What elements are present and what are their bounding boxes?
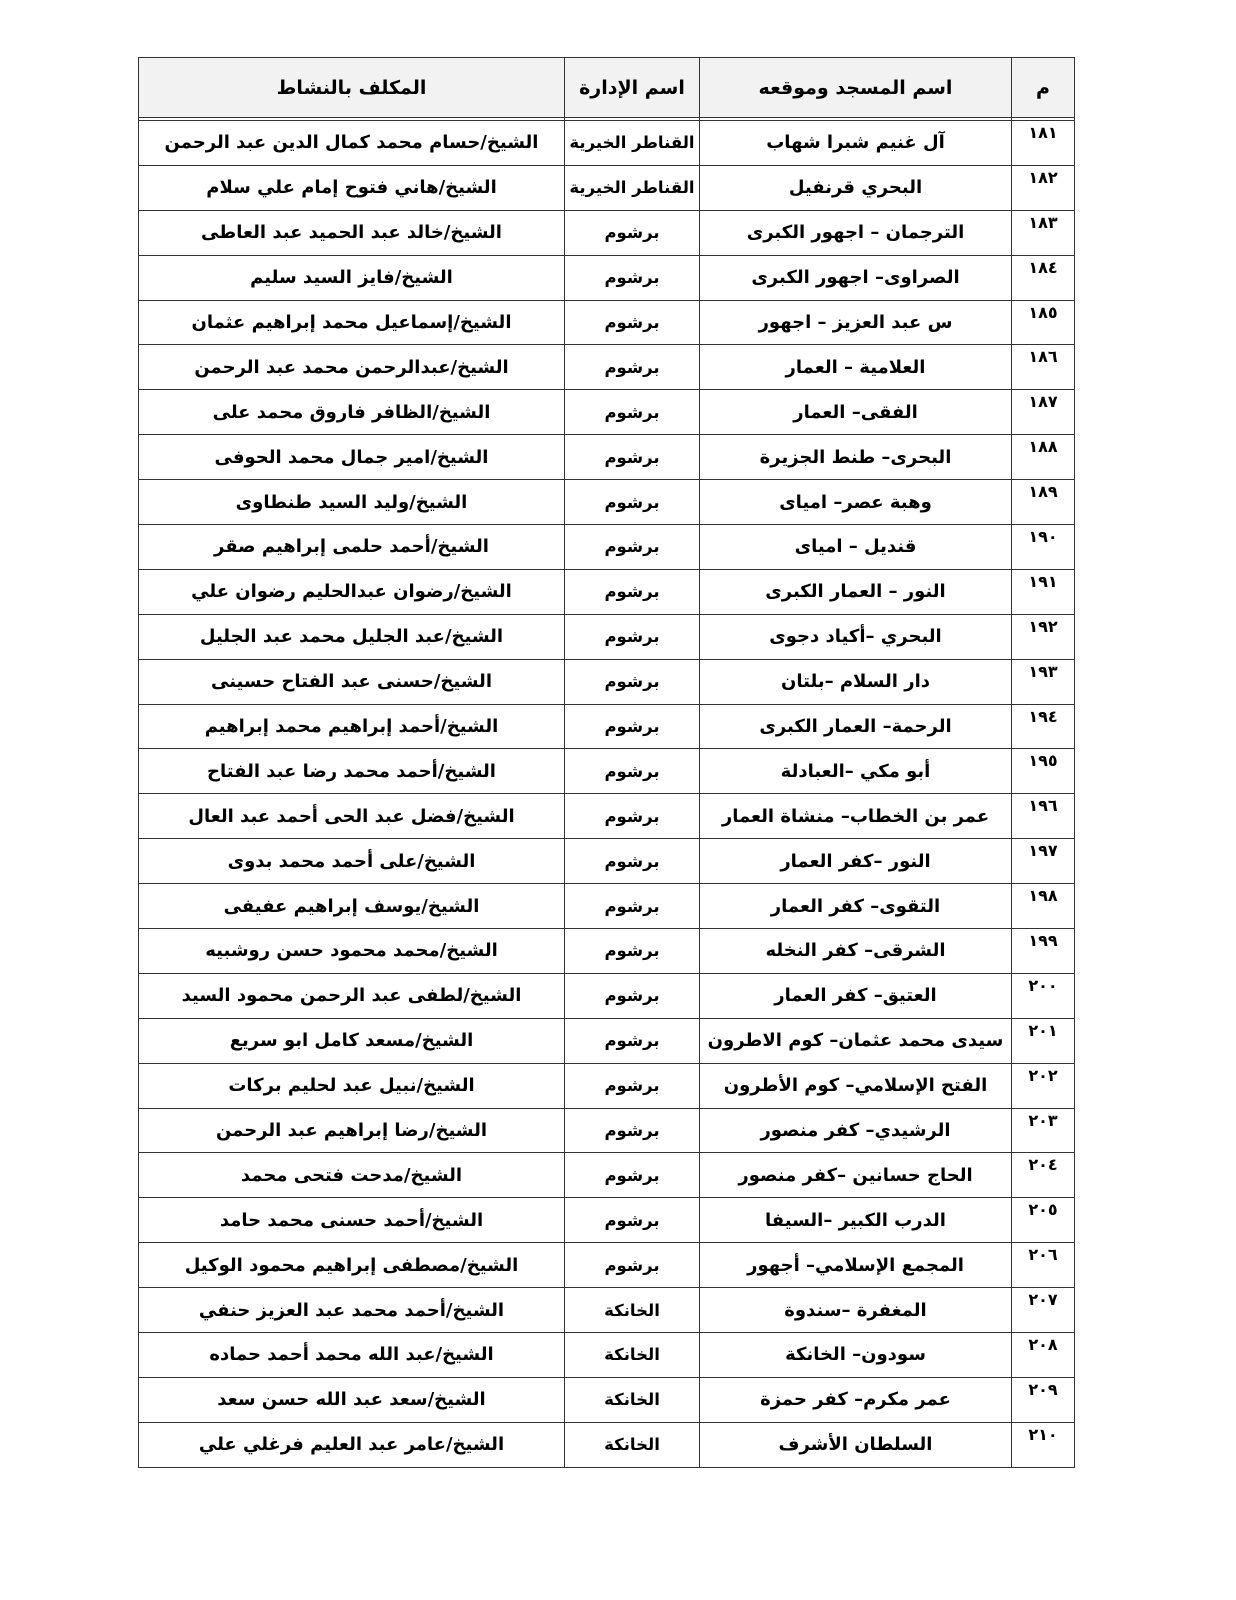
- table-row: [139, 794, 1075, 839]
- administration-cell: القناطر الخيرية: [565, 121, 700, 166]
- mosque-name-cell: س عبد العزيز – اجهور: [700, 300, 1012, 345]
- responsible-person-cell: الشيخ/عبد الله محمد أحمد حماده: [139, 1333, 565, 1378]
- mosque-assignments-table: [138, 57, 1075, 1468]
- administration-cell: برشوم: [565, 1198, 700, 1243]
- mosque-name-cell: العتيق– كفر العمار: [700, 973, 1012, 1018]
- row-number: ٢٠١: [1012, 1018, 1075, 1063]
- mosque-name-cell: سيدى محمد عثمان– كوم الاطرون: [700, 1018, 1012, 1063]
- table-row: [139, 929, 1075, 974]
- administration-cell: برشوم: [565, 255, 700, 300]
- header-mosque: اسم المسجد وموقعه: [700, 58, 1012, 118]
- table-row: [139, 1333, 1075, 1378]
- mosque-name-cell: المغفرة –سندوة: [700, 1288, 1012, 1333]
- row-number: ٢٠٣: [1012, 1108, 1075, 1153]
- mosque-name-cell: الفتح الإسلامي– كوم الأطرون: [700, 1063, 1012, 1108]
- responsible-person-cell: الشيخ/عامر عبد العليم فرغلي علي: [139, 1422, 565, 1467]
- row-number: ٢٠٩: [1012, 1377, 1075, 1422]
- administration-cell: الخانكة: [565, 1422, 700, 1467]
- administration-cell: برشوم: [565, 210, 700, 255]
- administration-cell: برشوم: [565, 1108, 700, 1153]
- row-number: ٢٠٥: [1012, 1198, 1075, 1243]
- row-number: ١٩٨: [1012, 884, 1075, 929]
- administration-cell: برشوم: [565, 525, 700, 570]
- responsible-person-cell: الشيخ/حسنى عبد الفتاح حسينى: [139, 659, 565, 704]
- administration-cell: برشوم: [565, 569, 700, 614]
- mosque-name-cell: الفقى– العمار: [700, 390, 1012, 435]
- row-number: ٢٠٤: [1012, 1153, 1075, 1198]
- table-row: [139, 1108, 1075, 1153]
- table-row: [139, 884, 1075, 929]
- row-number: ٢١٠: [1012, 1422, 1075, 1467]
- mosque-name-cell: الدرب الكبير –السيفا: [700, 1198, 1012, 1243]
- mosque-name-cell: العلامية – العمار: [700, 345, 1012, 390]
- table-row: [139, 839, 1075, 884]
- mosque-name-cell: الصراوى– اجهور الكبرى: [700, 255, 1012, 300]
- administration-cell: برشوم: [565, 1063, 700, 1108]
- row-number: ١٩٤: [1012, 704, 1075, 749]
- administration-cell: برشوم: [565, 704, 700, 749]
- administration-cell: الخانكة: [565, 1377, 700, 1422]
- responsible-person-cell: الشيخ/مصطفى إبراهيم محمود الوكيل: [139, 1243, 565, 1288]
- row-number: ٢٠٦: [1012, 1243, 1075, 1288]
- responsible-person-cell: الشيخ/امير جمال محمد الحوفى: [139, 435, 565, 480]
- administration-cell: برشوم: [565, 749, 700, 794]
- administration-cell: برشوم: [565, 390, 700, 435]
- mosque-name-cell: التقوى– كفر العمار: [700, 884, 1012, 929]
- responsible-person-cell: الشيخ/محمد محمود حسن روشبيه: [139, 929, 565, 974]
- administration-cell: برشوم: [565, 1153, 700, 1198]
- responsible-person-cell: الشيخ/الظافر فاروق محمد على: [139, 390, 565, 435]
- table-row: [139, 614, 1075, 659]
- mosque-name-cell: عمر بن الخطاب– منشاة العمار: [700, 794, 1012, 839]
- responsible-person-cell: الشيخ/يوسف إبراهيم عفيفى: [139, 884, 565, 929]
- administration-cell: برشوم: [565, 300, 700, 345]
- row-number: ١٨٦: [1012, 345, 1075, 390]
- administration-cell: برشوم: [565, 345, 700, 390]
- mosque-name-cell: قنديل – امياى: [700, 525, 1012, 570]
- row-number: ١٩٩: [1012, 929, 1075, 974]
- table-row: [139, 659, 1075, 704]
- administration-cell: برشوم: [565, 614, 700, 659]
- table-header: [139, 58, 1075, 121]
- responsible-person-cell: الشيخ/حسام محمد كمال الدين عبد الرحمن: [139, 121, 565, 166]
- mosque-name-cell: الشرقى– كفر النخله: [700, 929, 1012, 974]
- row-number: ١٩٧: [1012, 839, 1075, 884]
- table-row: [139, 973, 1075, 1018]
- header-administration: اسم الإدارة: [565, 58, 700, 118]
- table-row: [139, 435, 1075, 480]
- row-number: ٢٠٧: [1012, 1288, 1075, 1333]
- row-number: ١٨٨: [1012, 435, 1075, 480]
- row-number: ٢٠٢: [1012, 1063, 1075, 1108]
- table-row: [139, 255, 1075, 300]
- responsible-person-cell: الشيخ/فضل عبد الحى أحمد عبد العال: [139, 794, 565, 839]
- row-number: ١٩٠: [1012, 525, 1075, 570]
- row-number: ١٩٢: [1012, 614, 1075, 659]
- responsible-person-cell: الشيخ/أحمد حسنى محمد حامد: [139, 1198, 565, 1243]
- table-row: [139, 1422, 1075, 1467]
- mosque-name-cell: دار السلام –بلتان: [700, 659, 1012, 704]
- responsible-person-cell: الشيخ/وليد السيد طنطاوى: [139, 480, 565, 525]
- administration-cell: برشوم: [565, 794, 700, 839]
- row-number: ٢٠٠: [1012, 973, 1075, 1018]
- responsible-person-cell: الشيخ/إسماعيل محمد إبراهيم عثمان: [139, 300, 565, 345]
- mosque-name-cell: المجمع الإسلامي– أجهور: [700, 1243, 1012, 1288]
- table-row: [139, 345, 1075, 390]
- administration-cell: برشوم: [565, 659, 700, 704]
- row-number: ١٩٥: [1012, 749, 1075, 794]
- row-number: ١٨٣: [1012, 210, 1075, 255]
- mosque-name-cell: آل غنيم شبرا شهاب: [700, 121, 1012, 166]
- responsible-person-cell: الشيخ/خالد عبد الحميد عبد العاطى: [139, 210, 565, 255]
- table-body: [139, 121, 1075, 1468]
- responsible-person-cell: الشيخ/أحمد محمد رضا عبد الفتاح: [139, 749, 565, 794]
- header-row: [139, 58, 1075, 118]
- table-row: [139, 1063, 1075, 1108]
- mosque-name-cell: سودون– الخانكة: [700, 1333, 1012, 1378]
- responsible-person-cell: الشيخ/نبيل عبد لحليم بركات: [139, 1063, 565, 1108]
- responsible-person-cell: الشيخ/عبدالرحمن محمد عبد الرحمن: [139, 345, 565, 390]
- responsible-person-cell: الشيخ/رضا إبراهيم عبد الرحمن: [139, 1108, 565, 1153]
- administration-cell: برشوم: [565, 1018, 700, 1063]
- mosque-name-cell: أبو مكي –العبادلة: [700, 749, 1012, 794]
- header-responsible: المكلف بالنشاط: [139, 58, 565, 118]
- responsible-person-cell: الشيخ/رضوان عبدالحليم رضوان علي: [139, 569, 565, 614]
- responsible-person-cell: الشيخ/أحمد إبراهيم محمد إبراهيم: [139, 704, 565, 749]
- table-row: [139, 1243, 1075, 1288]
- administration-cell: الخانكة: [565, 1288, 700, 1333]
- administration-cell: برشوم: [565, 1243, 700, 1288]
- row-number: ١٨١: [1012, 121, 1075, 166]
- mosque-name-cell: الترجمان – اجهور الكبرى: [700, 210, 1012, 255]
- table-row: [139, 569, 1075, 614]
- mosque-name-cell: الحاج حسانين –كفر منصور: [700, 1153, 1012, 1198]
- row-number: ١٩١: [1012, 569, 1075, 614]
- administration-cell: برشوم: [565, 839, 700, 884]
- row-number: ١٨٧: [1012, 390, 1075, 435]
- header-number: م: [1012, 58, 1075, 118]
- mosque-name-cell: النور – العمار الكبرى: [700, 569, 1012, 614]
- mosque-name-cell: الرحمة– العمار الكبرى: [700, 704, 1012, 749]
- responsible-person-cell: الشيخ/أحمد محمد عبد العزيز حنفي: [139, 1288, 565, 1333]
- administration-cell: برشوم: [565, 973, 700, 1018]
- row-number: ١٨٩: [1012, 480, 1075, 525]
- mosque-name-cell: عمر مكرم– كفر حمزة: [700, 1377, 1012, 1422]
- table-row: [139, 704, 1075, 749]
- administration-cell: برشوم: [565, 480, 700, 525]
- table-row: [139, 121, 1075, 166]
- table-row: [139, 390, 1075, 435]
- table-row: [139, 210, 1075, 255]
- responsible-person-cell: الشيخ/عبد الجليل محمد عبد الجليل: [139, 614, 565, 659]
- table-row: [139, 525, 1075, 570]
- mosque-name-cell: البحري قرنفيل: [700, 165, 1012, 210]
- administration-cell: برشوم: [565, 435, 700, 480]
- responsible-person-cell: الشيخ/لطفى عبد الرحمن محمود السيد: [139, 973, 565, 1018]
- table-row: [139, 165, 1075, 210]
- mosque-name-cell: البحري –أكياد دجوى: [700, 614, 1012, 659]
- responsible-person-cell: الشيخ/أحمد حلمى إبراهيم صقر: [139, 525, 565, 570]
- administration-cell: برشوم: [565, 929, 700, 974]
- table-row: [139, 480, 1075, 525]
- responsible-person-cell: الشيخ/فايز السيد سليم: [139, 255, 565, 300]
- responsible-person-cell: الشيخ/هاني فتوح إمام علي سلام: [139, 165, 565, 210]
- row-number: ١٩٦: [1012, 794, 1075, 839]
- row-number: ١٨٢: [1012, 165, 1075, 210]
- responsible-person-cell: الشيخ/مدحت فتحى محمد: [139, 1153, 565, 1198]
- responsible-person-cell: الشيخ/على أحمد محمد بدوى: [139, 839, 565, 884]
- table-row: [139, 300, 1075, 345]
- row-number: ١٩٣: [1012, 659, 1075, 704]
- table-row: [139, 1377, 1075, 1422]
- administration-cell: الخانكة: [565, 1333, 700, 1378]
- table-row: [139, 1288, 1075, 1333]
- mosque-name-cell: السلطان الأشرف: [700, 1422, 1012, 1467]
- table-row: [139, 1198, 1075, 1243]
- responsible-person-cell: الشيخ/مسعد كامل ابو سريع: [139, 1018, 565, 1063]
- administration-cell: القناطر الخيرية: [565, 165, 700, 210]
- row-number: ٢٠٨: [1012, 1333, 1075, 1378]
- mosque-name-cell: وهبة عصر– امياى: [700, 480, 1012, 525]
- mosque-name-cell: البحرى– طنط الجزيرة: [700, 435, 1012, 480]
- mosque-name-cell: النور –كفر العمار: [700, 839, 1012, 884]
- mosque-name-cell: الرشيدي– كفر منصور: [700, 1108, 1012, 1153]
- table-row: [139, 1153, 1075, 1198]
- row-number: ١٨٤: [1012, 255, 1075, 300]
- administration-cell: برشوم: [565, 884, 700, 929]
- table-row: [139, 749, 1075, 794]
- table-row: [139, 1018, 1075, 1063]
- responsible-person-cell: الشيخ/سعد عبد الله حسن سعد: [139, 1377, 565, 1422]
- row-number: ١٨٥: [1012, 300, 1075, 345]
